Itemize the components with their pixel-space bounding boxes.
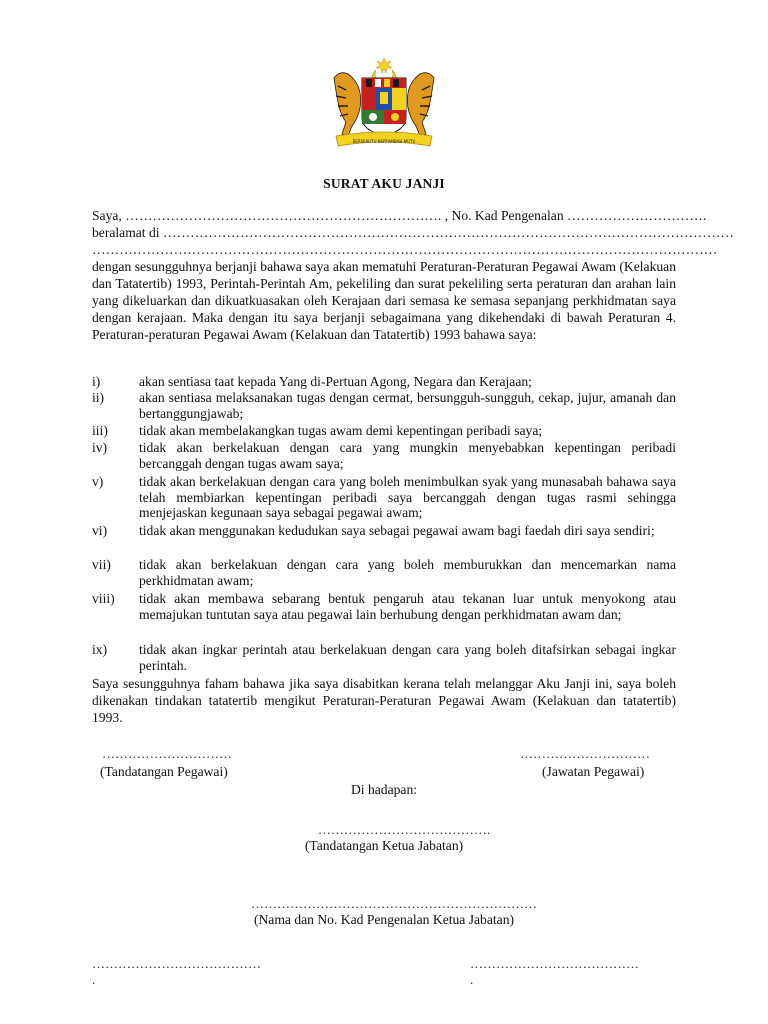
officer-position-label: (Jawatan Pegawai): [542, 764, 645, 779]
item-number: iv): [92, 440, 108, 455]
head-signature-label: (Tandatangan Ketua Jabatan): [304, 838, 464, 853]
item-number: i): [92, 374, 101, 389]
item-text: tidak akan berkelakuan dengan cara yang mungkin menyebabkan kepentingan peribadi bercanggah dengan tugas awam saya;: [139, 440, 676, 471]
head-name-ic-label: (Nama dan No. Kad Pengenalan Ketua Jabatan): [253, 912, 515, 927]
item-text: tidak akan membelakangkan tugas awam demi kepentingan peribadi saya;: [139, 423, 543, 438]
item-number: viii): [92, 591, 115, 606]
item-number: vii): [92, 557, 111, 572]
item-number: vi): [92, 523, 108, 538]
coat-of-arms-emblem: [326, 56, 442, 150]
address-field-2[interactable]: …………………………………………………………………………………………………………………………: [92, 242, 718, 257]
item-number: iii): [92, 423, 108, 438]
name-ic-line: [92, 207, 707, 224]
bottom-left-dot: .: [92, 972, 96, 987]
bottom-right-dot: .: [470, 972, 474, 987]
item-text: tidak akan menggunakan kedudukan saya sebagai pegawai awam bagi faedah diri saya sendiri;: [139, 523, 655, 538]
ic-number-field[interactable]: ………………………….: [567, 208, 707, 223]
head-signature-line[interactable]: ………………………………….: [317, 822, 491, 837]
officer-signature-label: (Tandatangan Pegawai): [100, 764, 228, 779]
officer-position-line[interactable]: …………………………: [520, 746, 650, 761]
item-text: akan sentiasa melaksanakan tugas dengan cermat, bersungguh-sungguh, cekap, jujur, amanah dan bertanggungjawab;: [139, 390, 676, 421]
item-text: tidak akan berkelakuan dengan cara yang boleh menimbulkan syak yang munasabah bahawa saya telah membiarkan kepentingan peribadi saya bercanggah dengan tugas rasmi sehingga menjejaskan kegunaan saya sebagai pegawai awam;: [139, 474, 676, 520]
address-line: [92, 224, 734, 241]
item-number: ix): [92, 642, 108, 657]
svg-text:BERSEKUTU BERTAMBAH MUTU: BERSEKUTU BERTAMBAH MUTU: [352, 139, 416, 144]
item-text: tidak akan ingkar perintah atau berkelakuan dengan cara yang boleh ditafsirkan sebagai ingkar perintah.: [139, 642, 676, 673]
item-number: v): [92, 474, 104, 489]
intro-paragraph: dengan sesungguhnya berjanji bahawa saya akan mematuhi Peraturan-Peraturan Pegawai Awam (Kelakuan dan Tatatertib) 1993, Perintah-Perintah Am, pekeliling dan surat pekeliling serta peraturan dan arahan lain yang dikeluarkan dan dikuatkuasakan oleh Kerajaan dari semasa ke semasa sepanjang perkhidmatan saya dengan kerajaan. Maka dengan itu saya berjanji sebagaimana yang dikehendaki di bawah Peraturan 4. Peraturan-peraturan Pegawai Awam (Kelakuan dan Tatatertib) 1993 bahawa saya:: [92, 259, 676, 342]
officer-signature-line[interactable]: …………………………: [102, 746, 232, 761]
name-field[interactable]: …………………………………………………………….: [125, 208, 442, 223]
address-field[interactable]: ………………………………………………………………………………………………………………: [162, 225, 734, 240]
address-label: beralamat di: [92, 225, 160, 240]
item-text: akan sentiasa taat kepada Yang di-Pertuan Agong, Negara dan Kerajaan;: [139, 374, 532, 389]
di-hadapan-label: Di hadapan:: [350, 782, 418, 797]
head-name-ic-line[interactable]: …………………………………………………………: [251, 896, 537, 911]
bottom-left-line[interactable]: …………………………………: [92, 956, 261, 971]
closing-paragraph: Saya sesungguhnya faham bahawa jika saya disabitkan kerana telah melanggar Aku Janji ini, saya boleh dikenakan tindakan tatatertib mengikut Peraturan-Peraturan Pegawai Awam (Kelakuan dan tatatertib) 1993.: [92, 676, 676, 725]
bottom-right-line[interactable]: …………………………………: [470, 956, 639, 971]
item-text: tidak akan berkelakuan dengan cara yang boleh memburukkan dan mencemarkan nama perkhidmatan awam;: [139, 557, 676, 588]
ic-label: , No. Kad Pengenalan: [444, 208, 564, 223]
saya-label: Saya,: [92, 208, 122, 223]
item-text: tidak akan membawa sebarang bentuk pengaruh atau tekanan luar untuk menyokong atau memajukan tuntutan saya atau pegawai lain berhubung dengan perkhidmatan awam dan;: [139, 591, 676, 622]
address-line-2: [92, 241, 718, 258]
document-title: SURAT AKU JANJI: [323, 176, 445, 191]
item-number: ii): [92, 390, 105, 405]
